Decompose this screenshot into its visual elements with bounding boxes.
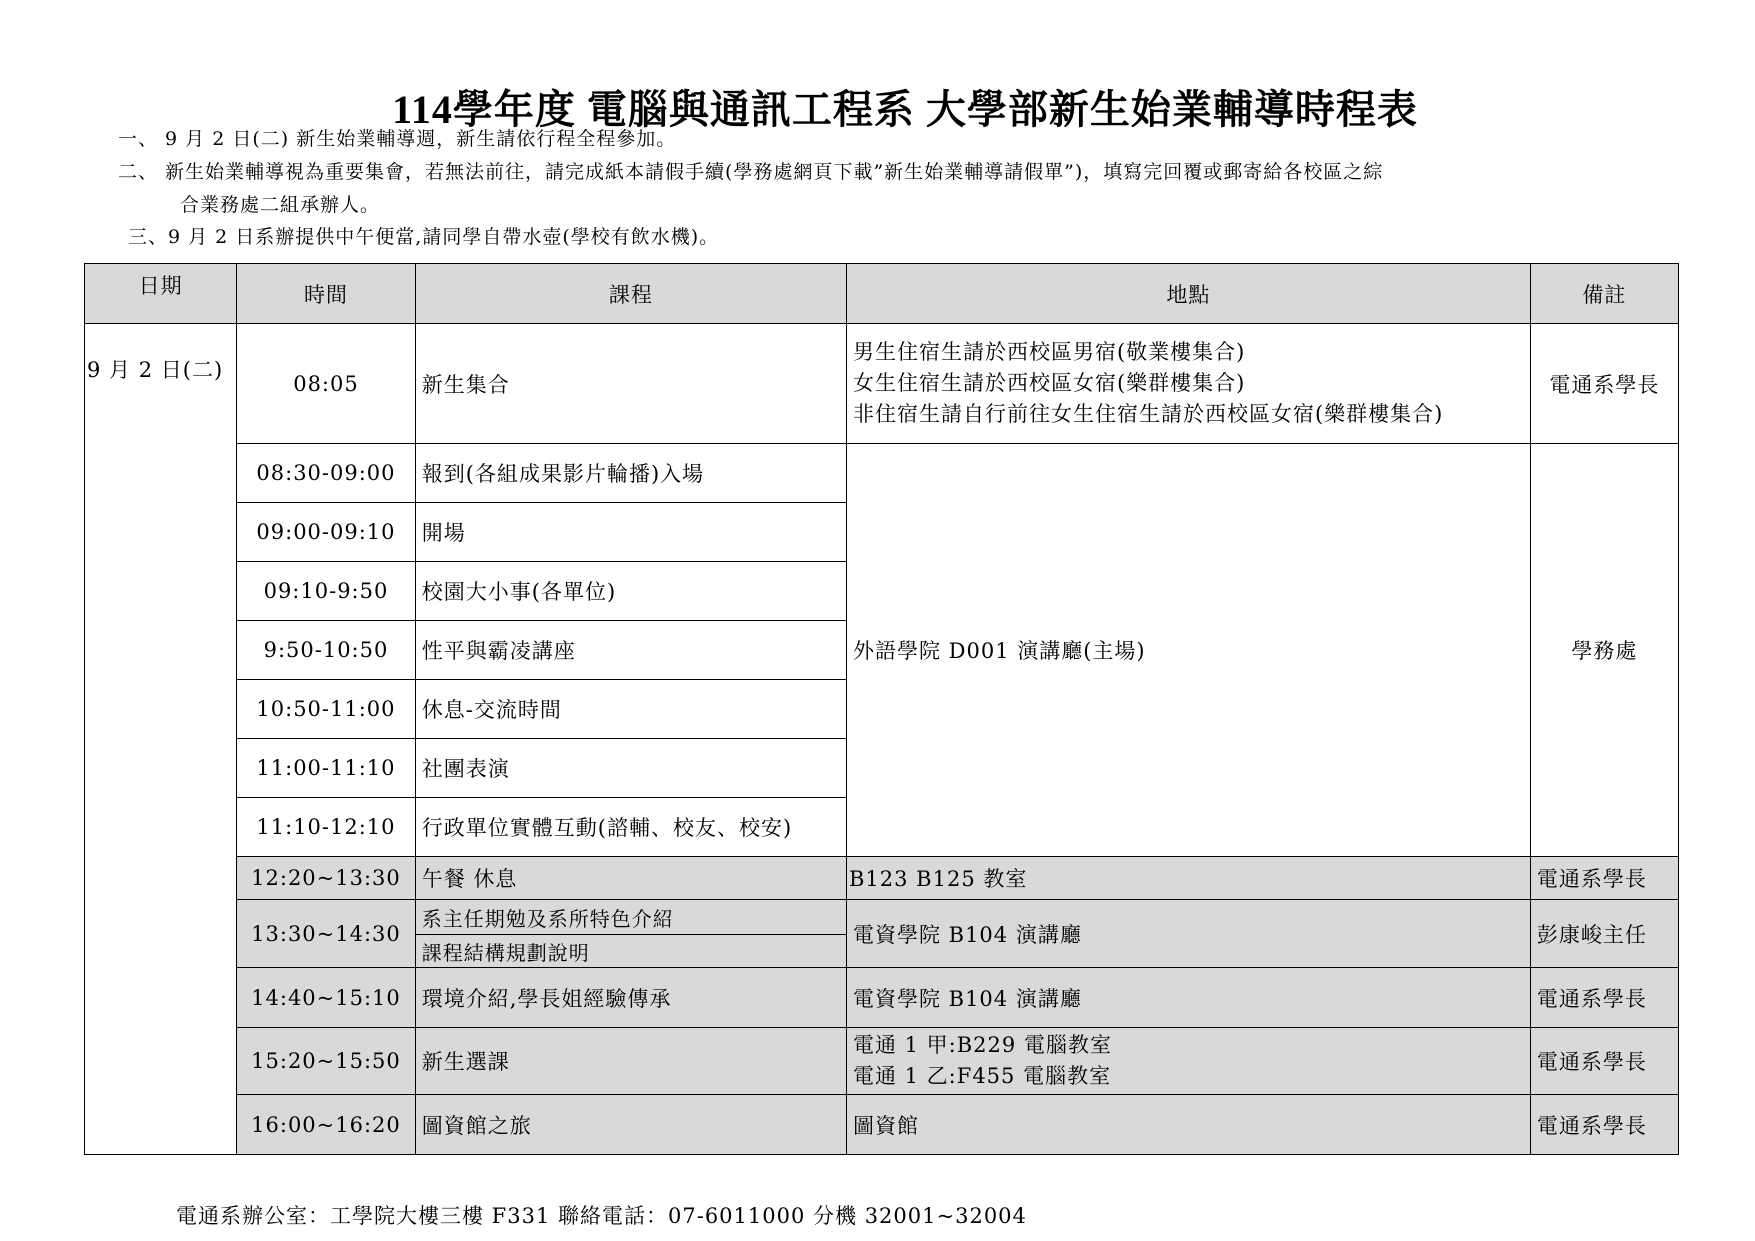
footer-contact: 電通系辦公室：工學院大樓三樓 F331 聯絡電話：07-6011000 分機 32001~32004 xyxy=(176,1204,1027,1228)
course-cell: 性平與霸凌講座 xyxy=(415,621,846,680)
course-cell: 新生集合 xyxy=(415,324,846,444)
location-cell: 圖資館 xyxy=(846,1095,1530,1155)
location-line: 女生住宿生請於西校區女宿(樂群樓集合) xyxy=(852,371,1246,395)
location-cell xyxy=(846,1028,1530,1095)
location-cell xyxy=(846,324,1530,444)
table-row xyxy=(85,444,1679,503)
page-title: 114學年度 電腦與通訊工程系 大學部新生始業輔導時程表 xyxy=(392,87,1418,132)
note-2-continued: 合業務處二組承辦人。 xyxy=(180,194,381,216)
date-cell: 9 月 2 日(二) xyxy=(85,324,237,1155)
note-cell: 電通系學長 xyxy=(1530,1028,1678,1095)
location-cell: B123 B125 教室 xyxy=(846,857,1530,900)
note-cell: 電通系學長 xyxy=(1530,324,1678,444)
course-cell: 行政單位實體互動(諮輔、校友、校安) xyxy=(415,798,846,857)
table-row xyxy=(85,968,1679,1028)
course-cell: 開場 xyxy=(415,503,846,562)
course-cell: 社團表演 xyxy=(415,739,846,798)
header-time: 時間 xyxy=(237,264,416,324)
header-date: 日期 xyxy=(85,264,237,324)
course-cell: 系主任期勉及系所特色介紹 xyxy=(415,900,846,935)
note-3: 三、9 月 2 日系辦提供中午便當,請同學自帶水壺(學校有飲水機)。 xyxy=(128,226,720,248)
note-2: 二、 新生始業輔導視為重要集會，若無法前往，請完成紙本請假手續(學務處網頁下載”新生始業輔導請假單”)，填寫完回覆或郵寄給各校區之綜 xyxy=(118,161,1384,183)
header-course: 課程 xyxy=(415,264,846,324)
location-line: 男生住宿生請於西校區男宿(敬業樓集合) xyxy=(852,340,1246,364)
location-line: 非住宿生請自行前往女生住宿生請於西校區女宿(樂群樓集合) xyxy=(852,402,1444,426)
time-cell: 11:10-12:10 xyxy=(237,798,416,857)
course-cell: 校園大小事(各單位) xyxy=(415,562,846,621)
course-cell: 報到(各組成果影片輪播)入場 xyxy=(415,444,846,503)
merged-note-cell: 學務處 xyxy=(1530,444,1678,857)
table-row xyxy=(85,1028,1679,1095)
time-cell: 11:00-11:10 xyxy=(237,739,416,798)
time-cell: 14:40~15:10 xyxy=(237,968,416,1028)
header-note: 備註 xyxy=(1530,264,1678,324)
time-cell: 15:20~15:50 xyxy=(237,1028,416,1095)
time-cell: 9:50-10:50 xyxy=(237,621,416,680)
course-cell: 休息-交流時間 xyxy=(415,680,846,739)
time-cell: 12:20~13:30 xyxy=(237,857,416,900)
location-cell: 電資學院 B104 演講廳 xyxy=(846,900,1530,968)
header-location: 地點 xyxy=(846,264,1530,324)
time-cell: 08:30-09:00 xyxy=(237,444,416,503)
time-cell: 16:00~16:20 xyxy=(237,1095,416,1155)
note-cell: 電通系學長 xyxy=(1530,968,1678,1028)
course-cell: 課程結構規劃說明 xyxy=(415,935,846,968)
note-1: 一、 9 月 2 日(二) 新生始業輔導週，新生請依行程全程參加。 xyxy=(118,128,677,150)
course-cell: 新生選課 xyxy=(415,1028,846,1095)
table-row xyxy=(85,1095,1679,1155)
time-cell: 09:00-09:10 xyxy=(237,503,416,562)
table-row xyxy=(85,857,1679,900)
course-cell: 圖資館之旅 xyxy=(415,1095,846,1155)
course-cell: 環境介紹,學長姐經驗傳承 xyxy=(415,968,846,1028)
time-cell: 08:05 xyxy=(237,324,416,444)
location-line: 電通 1 乙:F455 電腦教室 xyxy=(852,1064,1112,1088)
location-cell: 電資學院 B104 演講廳 xyxy=(846,968,1530,1028)
header-row xyxy=(85,264,1679,324)
course-cell: 午餐 休息 xyxy=(415,857,846,900)
note-cell: 電通系學長 xyxy=(1530,857,1678,900)
merged-location-cell: 外語學院 D001 演講廳(主場) xyxy=(846,444,1530,857)
time-cell: 13:30~14:30 xyxy=(237,900,416,968)
table-row xyxy=(85,324,1679,444)
schedule-table xyxy=(84,263,1679,1155)
location-line: 電通 1 甲:B229 電腦教室 xyxy=(852,1033,1112,1057)
note-cell: 電通系學長 xyxy=(1530,1095,1678,1155)
time-cell: 09:10-9:50 xyxy=(237,562,416,621)
note-cell: 彭康峻主任 xyxy=(1530,900,1678,968)
table-row xyxy=(85,900,1679,935)
time-cell: 10:50-11:00 xyxy=(237,680,416,739)
